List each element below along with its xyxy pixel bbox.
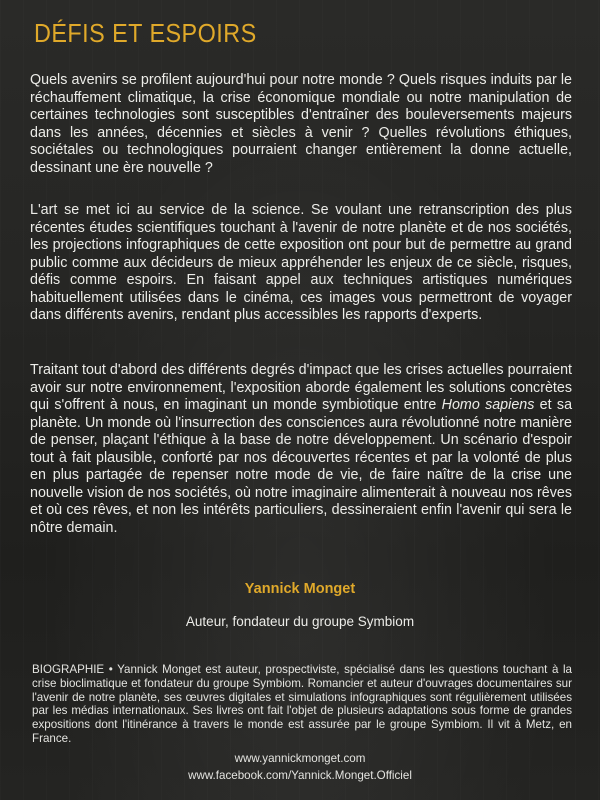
art-science-paragraph: L'art se met ici au service de la science. Se voulant une retranscription des plus récentes études scientifiques touchant à l'avenir de notre planète et de nos sociétés, les projections infographiques de cette exposition ont pour but de permettre au grand public comme aux décideurs de mieux appréhender les enjeux de ce siècle, risques, défis comme espoirs. En faisant appel aux techniques artistiques numériques habituellement utilisées dans le cinéma, ces images vous permettront de voyager dans différents avenirs, rendant plus accessibles les rapports d'experts. [30,202,572,323]
author-role: Auteur, fondateur du groupe Symbiom [185,614,415,629]
links-block [0,750,600,784]
website-link[interactable]: www.yannickmonget.com [234,752,366,765]
intro-paragraph: Quels avenirs se profilent aujourd'hui pour notre monde ? Quels risques induits par le réchauffement climatique, la crise économique mondiale ou notre manipulation de certaines technologies sont susceptibles d'entraîner des bouleversements majeurs dans les années, décennies et siècles à venir ? Quelles révolutions éthiques, sociétales ou technologiques pourraient changer entièrement la donne actuelle, dessinant une ère nouvelle ? [30,72,572,176]
scenario-text-part2: et sa planète. Un monde où l'insurrection des consciences aura révolutionné notre manière de penser, plaçant l'éthique à la base de notre développement. Un scénario d'espoir tout à fait plausible, conforté par nos découvertes récentes et par la volonté de plus en plus partagée de repenser notre mode de vie, de faire naître de la crise une nouvelle vision de nos sociétés, où notre imaginaire alimenterait à nouveau nos rêves et où ces rêves, et non les intérêts particuliers, dessineraient enfin l'avenir qui sera le nôtre demain. [30,397,573,536]
section-heading: DÉFIS ET ESPOIRS [34,18,257,48]
homo-sapiens-italic: Homo sapiens [441,397,535,413]
scenario-paragraph [30,362,572,537]
biography-text: BIOGRAPHIE • Yannick Monget est auteur, prospectiviste, spécialisé dans les questions touchant à la crise bioclimatique et fondateur du groupe Symbiom. Romancier et auteur d'ouvrages documentaires sur l'avenir de notre planète, ses œuvres digitales et simulations infographiques sont régulièrement utilisées par les médias internationaux. Ses livres ont fait l'objet de plusieurs adaptations sous forme de grandes expositions dont l'itinérance à travers le monde est assurée par le groupe Symbiom. Il vit à Metz, en France. [32,663,572,745]
scenario-text-part1: Traitant tout d'abord des différents degrés d'impact que les crises actuelles pourraient avoir sur notre environnement, l'exposition aborde également les solutions concrètes qui s'offrent à nous, en imaginant un monde symbiotique entre [30,362,572,413]
author-name: Yannick Monget [244,581,356,597]
facebook-link[interactable]: www.facebook.com/Yannick.Monget.Officiel [188,769,412,782]
